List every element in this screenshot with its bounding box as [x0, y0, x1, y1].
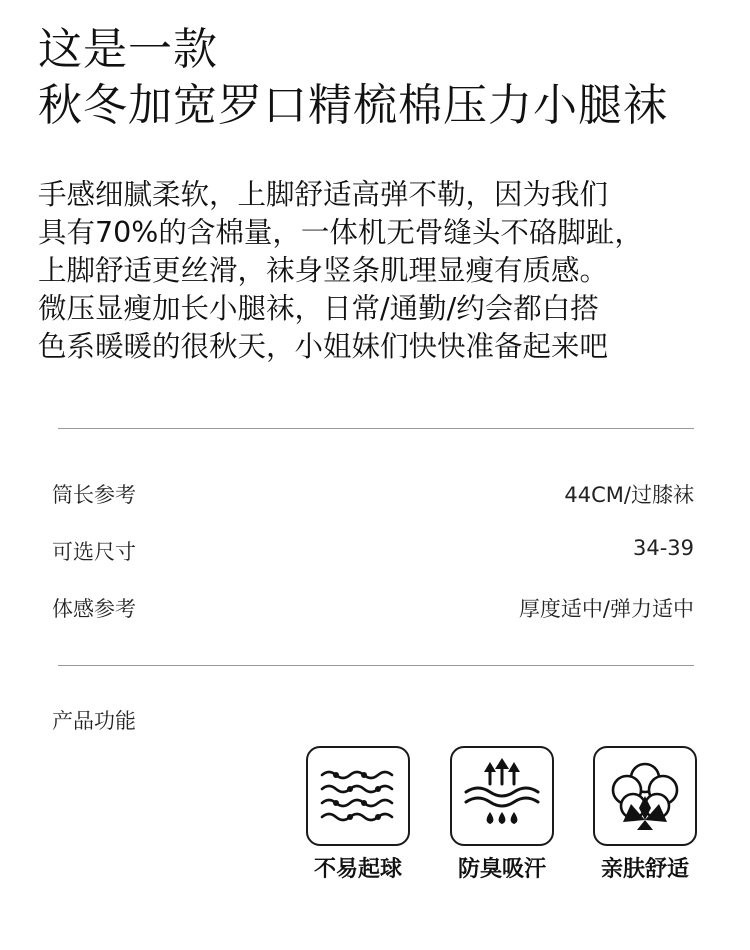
feature-label: 不易起球 — [313, 857, 402, 882]
feature-anti-pilling — [306, 746, 410, 882]
spec-label: 筒长参考 — [52, 483, 136, 507]
spec-row-length — [52, 479, 694, 509]
description-line: 上脚舒适更丝滑，袜身竖条肌理显瘦有质感。 — [38, 254, 609, 287]
feature-skin-friendly — [593, 746, 697, 882]
feature-label: 防臭吸汗 — [457, 857, 546, 882]
spec-label: 可选尺寸 — [52, 540, 136, 564]
feature-odor-sweat — [450, 746, 554, 882]
product-description — [38, 176, 718, 366]
spec-label: 体感参考 — [52, 597, 136, 621]
feature-label: 亲肤舒适 — [600, 857, 689, 882]
spec-value: 44CM/过膝袜 — [564, 483, 694, 507]
headline — [38, 22, 668, 134]
spec-row-feel — [52, 593, 694, 623]
spec-value: 厚度适中/弹力适中 — [518, 597, 694, 621]
description-line: 具有70%的含棉量，一体机无骨缝头不硌脚趾， — [38, 216, 643, 249]
anti-pilling-waves-icon — [306, 746, 410, 846]
cotton-boll-icon — [593, 746, 697, 846]
divider-bottom — [58, 665, 694, 666]
divider-top — [58, 428, 694, 429]
features-title: 产品功能 — [52, 709, 136, 733]
description-line: 色系暖暖的很秋天，小姐妹们快快准备起来吧 — [38, 330, 609, 363]
spec-row-size — [52, 536, 694, 566]
headline-line-2: 秋冬加宽罗口精梳棉压力小腿袜 — [38, 80, 668, 131]
headline-line-1: 这是一款 — [38, 24, 218, 75]
description-line: 手感细腻柔软，上脚舒适高弹不勒，因为我们 — [38, 178, 609, 211]
spec-value: 34-39 — [632, 536, 694, 560]
description-line: 微压显瘦加长小腿袜，日常/通勤/约会都白搭 — [38, 292, 599, 325]
odor-sweat-absorb-icon — [450, 746, 554, 846]
